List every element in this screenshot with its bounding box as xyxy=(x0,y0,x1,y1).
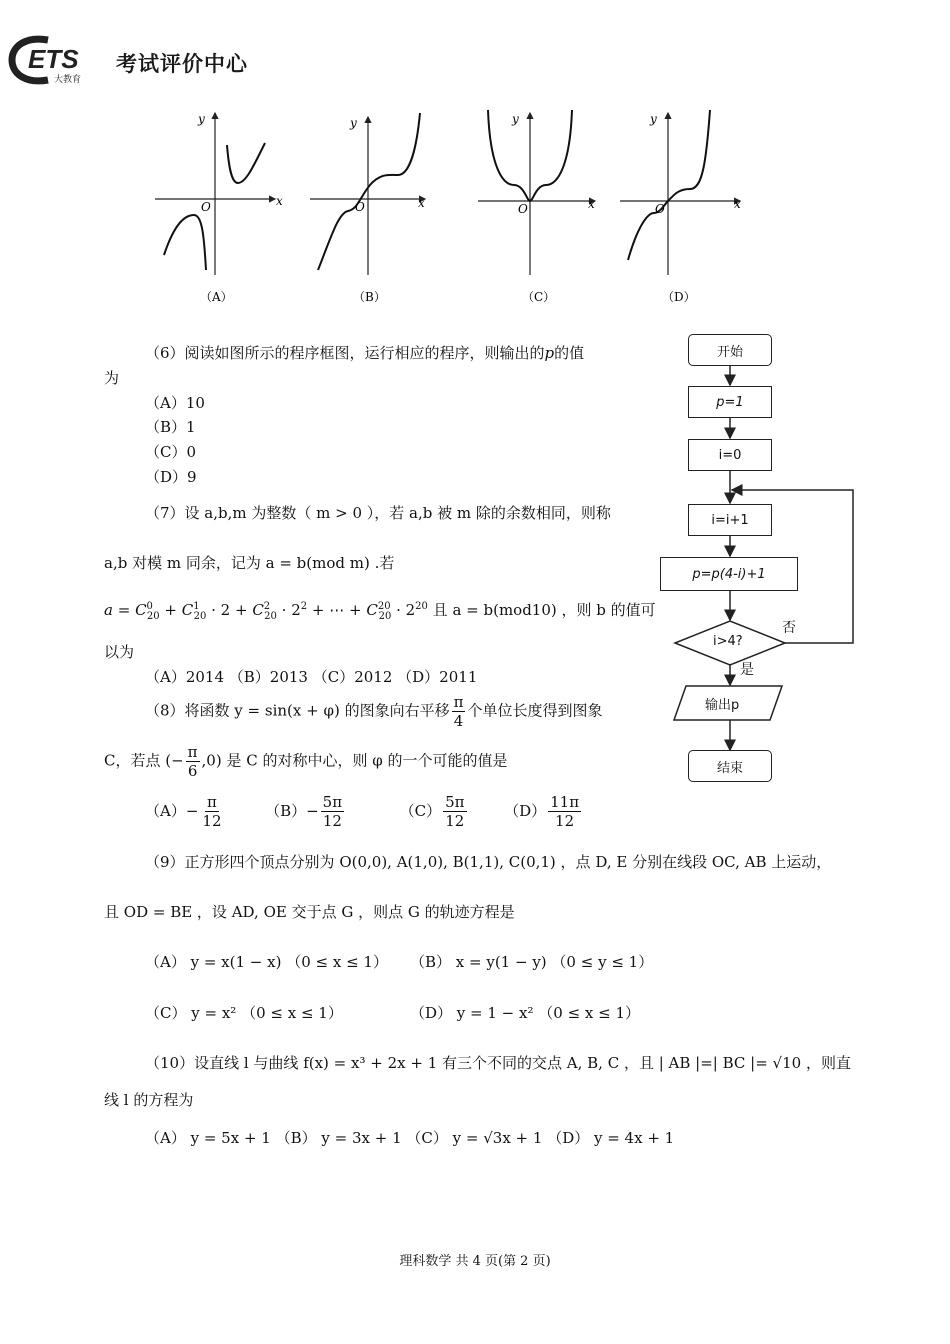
svg-text:y: y xyxy=(350,116,357,130)
svg-text:x: x xyxy=(276,194,283,208)
graph-c xyxy=(478,110,595,304)
flow-i-init: i=0 xyxy=(688,439,772,471)
q7-stem-line2: a,b 对模 m 同余，记为 a = b(mod m) .若 xyxy=(104,554,395,572)
svg-text:y: y xyxy=(512,112,519,126)
flow-end: 结束 xyxy=(688,750,772,782)
q10-stem-line2: 线 l 的方程为 xyxy=(104,1091,194,1109)
svg-text:x: x xyxy=(588,197,595,211)
svg-text:O: O xyxy=(201,200,211,214)
q8-stem: （8）将函数 y = sin(x + φ) 的图象向右平移 $\frac{\pi}{4}$ 个单位长度得到图象 xyxy=(145,693,603,730)
q8-option-a: （A）− $\frac{\pi}{12}$ xyxy=(145,793,222,830)
q7-stem: （7）设 a,b,m 为整数（ m > 0 ），若 a,b 被 m 除的余数相同，则称 xyxy=(145,504,611,522)
svg-text:（C）: （C） xyxy=(522,290,556,304)
svg-text:x: x xyxy=(734,197,741,211)
svg-text:O: O xyxy=(655,202,665,216)
q6-stem: （6）阅读如图所示的程序框图，运行相应的程序，则输出的p的值 xyxy=(145,344,585,362)
q6-option-a: （A）10 xyxy=(145,394,205,412)
graph-a xyxy=(155,112,283,304)
ets-logo xyxy=(8,34,108,86)
q7-formula: $a = C^0_{20} + C^1_{20} \cdot 2 + C^2_{20} \cdot 2^2$ + ⋯ + $C^{20}_{20} \cdot 2^{20}$ 且 a = b(mod10) ，则 b 的值可 xyxy=(104,601,656,622)
svg-text:（B）: （B） xyxy=(353,290,386,304)
q8-option-c: （C） $\frac{5\pi}{12}$ xyxy=(399,793,465,830)
svg-text:（A）: （A） xyxy=(200,290,233,304)
q8-option-d: （D） $\frac{11\pi}{12}$ xyxy=(504,793,580,830)
page-footer: 理科数学 共 4 页(第 2 页) xyxy=(399,1254,551,1269)
q6-option-d: （D）9 xyxy=(145,468,197,486)
q6-option-c: （C）0 xyxy=(145,443,197,461)
flow-output: 输出p xyxy=(705,698,740,713)
q9-option-b: （B） x = y(1 − y) （0 ≤ y ≤ 1） xyxy=(410,953,654,971)
flow-start: 开始 xyxy=(688,334,772,366)
q6-stem-line2: 为 xyxy=(104,369,120,387)
flow-p-init: p=1 xyxy=(688,386,772,418)
curve-b xyxy=(318,113,420,270)
q9-option-d: （D） y = 1 − x² （0 ≤ x ≤ 1） xyxy=(410,1004,641,1022)
svg-text:x: x xyxy=(418,196,425,210)
curve-a-left xyxy=(164,215,206,270)
svg-text:O: O xyxy=(355,200,365,214)
svg-text:O: O xyxy=(518,202,528,216)
flow-i-increment: i=i+1 xyxy=(688,504,772,536)
q9-option-a: （A） y = x(1 − x) （0 ≤ x ≤ 1） xyxy=(145,953,388,971)
q9-stem-line2: 且 OD = BE ，设 AD, OE 交于点 G ，则点 G 的轨迹方程是 xyxy=(104,903,515,921)
graph-d xyxy=(620,110,741,304)
q7-options: （A）2014 （B）2013 （C）2012 （D）2011 xyxy=(145,668,478,686)
svg-text:y: y xyxy=(198,112,205,126)
curve-d xyxy=(628,110,710,260)
svg-text:（D）: （D） xyxy=(662,290,696,304)
svg-text:y: y xyxy=(650,112,657,126)
graph-b xyxy=(310,113,425,304)
q9-stem: （9）正方形四个顶点分别为 O(0,0), A(1,0), B(1,1), C(0,1) ，点 D, E 分别在线段 OC, AB 上运动， xyxy=(145,853,832,871)
q8-options xyxy=(145,793,583,830)
logo-letters: ETS xyxy=(28,44,79,74)
curve-a-right xyxy=(227,143,265,183)
flow-no-label: 否 xyxy=(782,620,796,636)
org-name: 考试评价中心 xyxy=(116,52,248,76)
q9-option-c: （C） y = x² （0 ≤ x ≤ 1） xyxy=(145,1004,343,1022)
flow-p-update: p=p(4-i)+1 xyxy=(660,557,798,591)
function-graphs xyxy=(150,105,750,310)
q8-stem-line2: C，若点 (− $\frac{\pi}{6}$ ,0) 是 C 的对称中心，则 φ 的一个可能的值是 xyxy=(104,743,508,780)
flow-yes-label: 是 xyxy=(740,662,754,678)
q10-options: （A） y = 5x + 1 （B） y = 3x + 1 （C） y = √3x + 1 （D） y = 4x + 1 xyxy=(145,1129,675,1147)
q10-stem: （10）设直线 l 与曲线 f(x) = x³ + 2x + 1 有三个不同的交点 A, B, C ，且 | AB |=| BC |= √10 ，则直 xyxy=(145,1054,851,1072)
q6-option-b: （B）1 xyxy=(145,418,196,436)
q7-stem-line4: 以为 xyxy=(104,643,135,661)
flow-condition: i>4? xyxy=(713,634,743,649)
logo-subtitle: 大教育 xyxy=(54,75,82,85)
q8-option-b: （B）− $\frac{5\pi}{12}$ xyxy=(265,793,343,830)
